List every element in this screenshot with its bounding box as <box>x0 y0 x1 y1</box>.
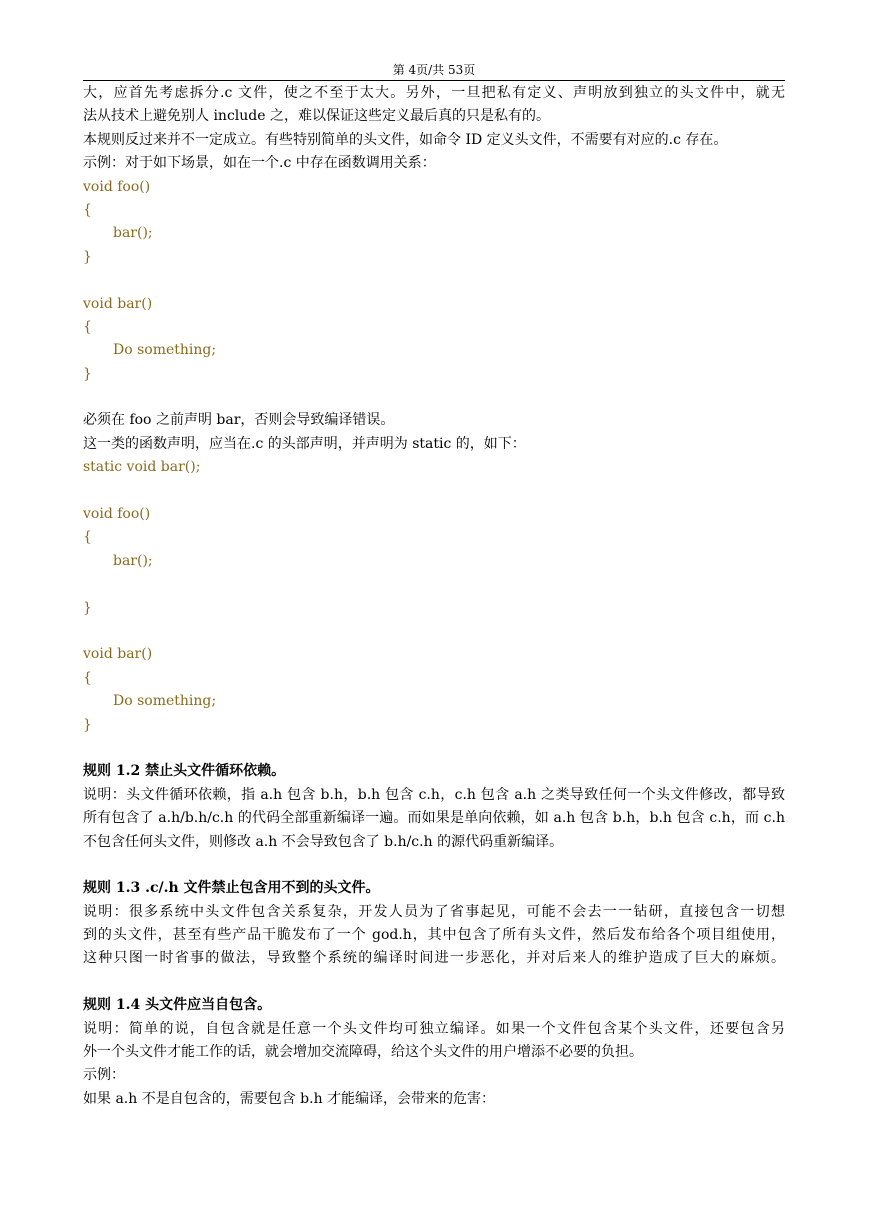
header-rule <box>83 80 785 81</box>
document-body <box>83 82 785 1111</box>
blank-line <box>83 737 785 760</box>
code-line: { <box>83 669 92 686</box>
blank-line <box>83 386 785 409</box>
rule-1-2-line: 所有包含了 a.h/b.h/c.h 的代码全部重新编译一遍。而如果是单向依赖，如 a.h 包含 b.h，b.h 包含 c.h，而 c.h <box>83 810 785 827</box>
note-line: 这一类的函数声明，应当在.c 的头部声明，并声明为 static 的，如下： <box>83 435 526 452</box>
rule-1-2-line: 说明：头文件循环依赖，指 a.h 包含 b.h，b.h 包含 c.h，c.h 包含 a.h 之类导致任何一个头文件修改，都导致 <box>83 786 785 803</box>
code-line: { <box>83 201 92 218</box>
code-line: { <box>83 318 92 335</box>
rule-1-3-line: 说明：很多系统中头文件包含关系复杂，开发人员为了省事起见，可能不会去一一钻研，直接包含一切想 <box>83 903 785 920</box>
blank-line <box>83 480 785 503</box>
code-line: bar(); <box>113 225 153 242</box>
rule-1-4-line: 如果 a.h 不是自包含的，需要包含 b.h 才能编译，会带来的危害： <box>83 1090 496 1107</box>
code-line: } <box>83 599 92 616</box>
example-intro: 示例：对于如下场景，如在一个.c 中存在函数调用关系： <box>83 155 436 172</box>
code-line: void foo() <box>83 506 151 523</box>
rule-1-3-line: 这种只图一时省事的做法，导致整个系统的编译时间进一步恶化，并对后来人的维护造成了巨大的麻烦。 <box>83 950 785 967</box>
rule-1-4-line: 说明：简单的说，自包含就是任意一个头文件均可独立编译。如果一个文件包含某个头文件，还要包含另 <box>83 1020 785 1037</box>
rule-1-2-line: 不包含任何头文件，则修改 a.h 不会导致包含了 b.h/c.h 的源代码重新编译。 <box>83 833 564 850</box>
blank-line <box>83 269 785 292</box>
code-line: { <box>83 529 92 546</box>
code-line: } <box>83 248 92 265</box>
rule-1-3-line: 到的头文件，甚至有些产品干脆发布了一个 god.h，其中包含了所有头文件，然后发布给各个项目组使用， <box>83 927 785 944</box>
paragraph-line: 大，应首先考虑拆分.c 文件，使之不至于太大。另外，一旦把私有定义、声明放到独立的头文件中，就无 <box>83 85 785 101</box>
blank-line <box>83 971 785 994</box>
blank-line <box>83 854 785 877</box>
code-line: void bar() <box>83 646 153 663</box>
blank-line <box>83 620 785 643</box>
code-line: Do something; <box>113 693 217 710</box>
note-line: 必须在 foo 之前声明 bar，否则会导致编译错误。 <box>83 412 395 429</box>
code-line: bar(); <box>113 552 153 569</box>
code-line: void foo() <box>83 178 151 195</box>
rule-1-4-line: 外一个头文件才能工作的话，就会增加交流障碍，给这个头文件的用户增添不必要的负担。 <box>83 1044 643 1061</box>
page-header: 第 4页/共 53页 <box>392 63 476 77</box>
blank-line <box>83 573 785 596</box>
code-line: static void bar(); <box>83 459 201 476</box>
code-line: Do something; <box>113 342 217 359</box>
rule-1-3-title: 规则 1.3 .c/.h 文件禁止包含用不到的头文件。 <box>83 880 380 897</box>
code-line: } <box>83 716 92 733</box>
rule-1-4-title: 规则 1.4 头文件应当自包含。 <box>83 997 272 1014</box>
rule-1-2-title: 规则 1.2 禁止头文件循环依赖。 <box>83 763 286 780</box>
paragraph-line: 本规则反过来并不一定成立。有些特别简单的头文件，如命令 ID 定义头文件，不需要有对应的.c 存在。 <box>83 131 728 148</box>
paragraph-line: 法从技术上避免别人 include 之，难以保证这些定义最后真的只是私有的。 <box>83 108 550 125</box>
rule-1-4-example-label: 示例： <box>83 1067 125 1084</box>
code-line: void bar() <box>83 295 153 312</box>
code-line: } <box>83 365 92 382</box>
